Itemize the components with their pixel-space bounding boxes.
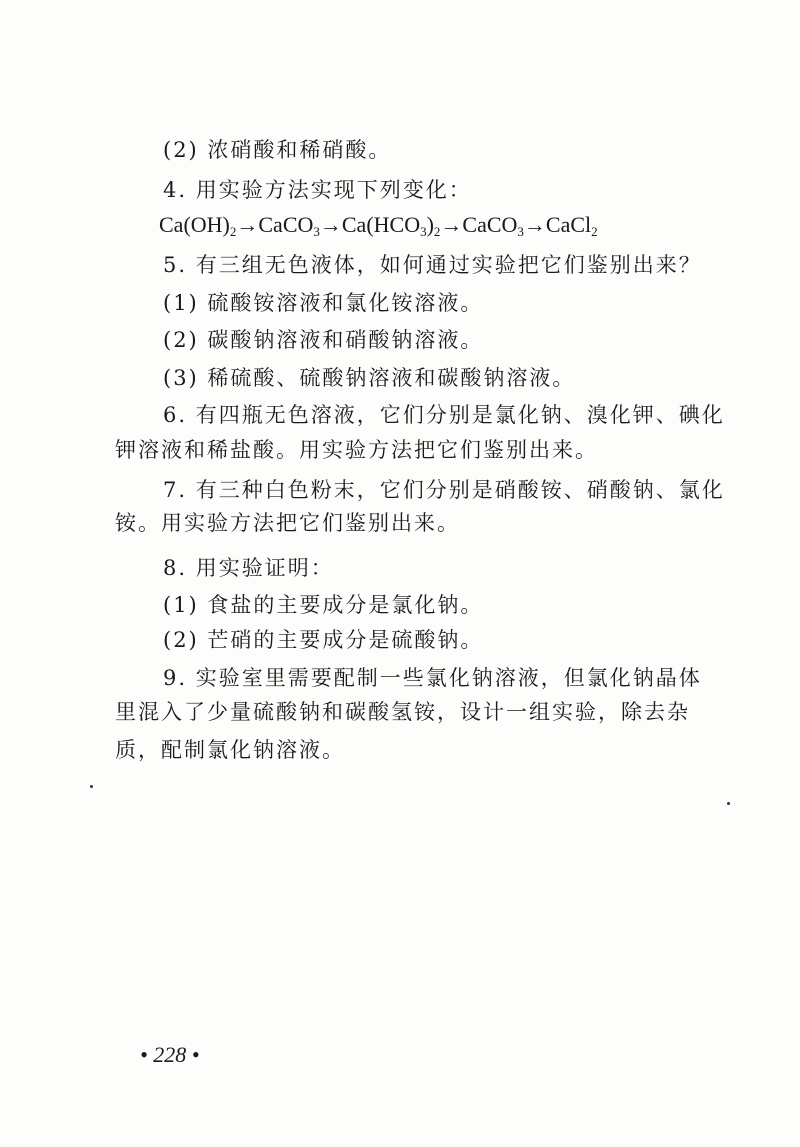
- text-line: 里混入了少量硫酸钠和碳酸氢铵，设计一组实验，除去杂: [115, 700, 690, 724]
- scan-speck: [90, 785, 93, 788]
- text-line: (3) 稀硫酸、硫酸钠溶液和碳酸钠溶液。: [163, 366, 576, 390]
- formula-part: →CaCO: [236, 212, 314, 237]
- formula-sub: 2: [229, 224, 237, 239]
- formula-part: ): [426, 212, 434, 237]
- text-line: 质，配制氯化钠溶液。: [115, 738, 345, 762]
- text-line: 4. 用实验方法实现下列变化：: [163, 178, 472, 202]
- text-line: 铵。用实验方法把它们鉴别出来。: [115, 511, 460, 535]
- scan-speck: [727, 802, 730, 805]
- text-line: 7. 有三种白色粉末，它们分别是硝酸铵、硝酸钠、氯化: [163, 478, 725, 502]
- formula-part: Ca(OH): [159, 212, 230, 237]
- text-line: 钾溶液和稀盐酸。用实验方法把它们鉴别出来。: [115, 438, 598, 462]
- formula-part: →Ca(HCO: [319, 212, 421, 237]
- page-number: • 228 •: [140, 1042, 200, 1067]
- text-line: (2) 芒硝的主要成分是硫酸钠。: [163, 628, 484, 652]
- text-line: 9. 实验室里需要配制一些氯化钠溶液，但氯化钠晶体: [163, 666, 702, 690]
- text-line: 8. 用实验证明：: [163, 556, 334, 580]
- text-line: (2) 碳酸钠溶液和硝酸钠溶液。: [163, 328, 484, 352]
- formula-sub: 3: [517, 224, 524, 239]
- formula-part: →CaCO: [440, 212, 518, 237]
- text-line: (1) 食盐的主要成分是氯化钠。: [163, 593, 484, 617]
- text-line: (2) 浓硝酸和稀硝酸。: [163, 138, 392, 162]
- text-line: 5. 有三组无色液体，如何通过实验把它们鉴别出来？: [163, 253, 702, 277]
- formula-part: →CaCl: [523, 212, 592, 237]
- text-line: 6. 有四瓶无色溶液，它们分别是氯化钠、溴化钾、碘化: [163, 403, 725, 427]
- chemical-formula: [159, 214, 598, 238]
- formula-sub: 2: [591, 224, 598, 239]
- formula-sub: 3: [420, 224, 427, 239]
- text-line: (1) 硫酸铵溶液和氯化铵溶液。: [163, 291, 484, 315]
- formula-sub: 3: [313, 224, 320, 239]
- formula-sub: 2: [433, 224, 441, 239]
